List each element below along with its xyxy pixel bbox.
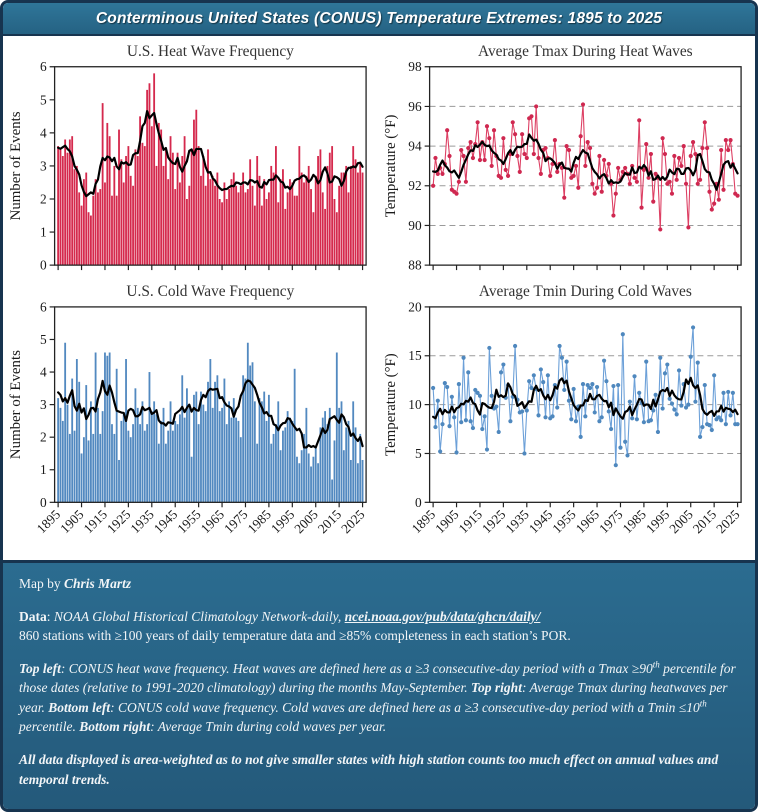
heat-wave-frequency-plot bbox=[7, 38, 376, 278]
caption-text: All data displayed is area-weighted as to not give smaller states with high station counts too much effect on annual values and temporal trends. bbox=[19, 751, 719, 787]
caption-text: percentile for those dates (relative to 1991-2020 climatology) during the months May-September. bbox=[19, 660, 736, 696]
svg-text:Average Tmin During Cold Waves: Average Tmin During Cold Waves bbox=[478, 283, 692, 300]
figure-title-bar bbox=[3, 3, 755, 36]
avg-tmin-plot bbox=[382, 278, 751, 560]
svg-text:6: 6 bbox=[39, 59, 47, 75]
svg-text:1955: 1955 bbox=[549, 506, 579, 537]
svg-text:2: 2 bbox=[39, 429, 47, 445]
chart-cold-wave-frequency bbox=[7, 278, 376, 560]
svg-text:0: 0 bbox=[39, 257, 47, 273]
svg-text:94: 94 bbox=[408, 138, 422, 154]
svg-text:U.S. Cold Wave Frequency: U.S. Cold Wave Frequency bbox=[126, 283, 295, 300]
caption-text: : bbox=[60, 660, 69, 676]
caption-paragraph bbox=[19, 750, 739, 789]
caption-text: Average Tmax during heatwaves per year. bbox=[19, 680, 728, 715]
caption-text: th bbox=[652, 659, 660, 670]
svg-text:Temperature (°F): Temperature (°F) bbox=[382, 114, 399, 218]
figure-title: Conterminous United States (CONUS) Temperature Extremes: 1895 to 2025 bbox=[95, 9, 663, 27]
svg-text:0: 0 bbox=[414, 494, 422, 510]
svg-text:Number of Events: Number of Events bbox=[7, 111, 24, 221]
svg-text:Temperature (°F): Temperature (°F) bbox=[382, 353, 399, 456]
chart-heat-wave-frequency bbox=[7, 38, 376, 278]
svg-text:92: 92 bbox=[408, 178, 422, 194]
chart-avg-tmin-cold-waves bbox=[382, 278, 751, 560]
svg-text:4: 4 bbox=[39, 364, 47, 380]
svg-text:1905: 1905 bbox=[432, 506, 462, 537]
svg-text:1985: 1985 bbox=[619, 506, 649, 537]
svg-text:2015: 2015 bbox=[689, 506, 720, 537]
svg-text:1: 1 bbox=[39, 224, 47, 240]
cold-wave-frequency-plot bbox=[7, 278, 376, 560]
caption-text: Top left bbox=[19, 660, 61, 676]
svg-text:1925: 1925 bbox=[103, 506, 134, 537]
svg-text:U.S. Heat Wave Frequency: U.S. Heat Wave Frequency bbox=[126, 42, 294, 60]
svg-text:1945: 1945 bbox=[525, 506, 556, 537]
caption-text: th bbox=[699, 698, 707, 709]
svg-text:98: 98 bbox=[408, 59, 422, 75]
caption-text: Data bbox=[19, 608, 47, 624]
caption-text: Chris Martz bbox=[64, 576, 132, 591]
caption-text: 860 stations with ≥100 years of daily temperature data and ≥85% completeness in each station’s POR. bbox=[19, 628, 571, 644]
caption-text: Map by bbox=[19, 576, 64, 591]
svg-text:96: 96 bbox=[408, 98, 422, 114]
svg-text:20: 20 bbox=[408, 299, 422, 315]
svg-text:5: 5 bbox=[414, 445, 422, 461]
svg-text:1935: 1935 bbox=[502, 506, 532, 537]
svg-text:1975: 1975 bbox=[596, 506, 626, 537]
svg-text:Number of Events: Number of Events bbox=[7, 350, 24, 460]
caption-text: percentile. bbox=[19, 719, 80, 735]
caption-paragraph bbox=[19, 607, 739, 646]
svg-text:5: 5 bbox=[39, 92, 47, 108]
svg-text:2: 2 bbox=[39, 191, 47, 207]
caption-paragraph bbox=[19, 659, 739, 737]
svg-text:1905: 1905 bbox=[57, 506, 87, 537]
svg-text:10: 10 bbox=[408, 397, 422, 413]
svg-text:2025: 2025 bbox=[713, 506, 743, 537]
svg-text:1985: 1985 bbox=[244, 506, 274, 537]
svg-text:2005: 2005 bbox=[666, 506, 696, 537]
caption-panel bbox=[3, 560, 755, 811]
svg-text:2015: 2015 bbox=[314, 506, 345, 537]
svg-text:90: 90 bbox=[408, 217, 422, 233]
svg-text:3: 3 bbox=[39, 397, 47, 413]
svg-text:1945: 1945 bbox=[150, 506, 181, 537]
svg-text:1975: 1975 bbox=[221, 506, 251, 537]
svg-text:1965: 1965 bbox=[197, 506, 228, 537]
svg-text:2025: 2025 bbox=[338, 506, 368, 537]
svg-text:1965: 1965 bbox=[572, 506, 603, 537]
caption-text: NOAA Global Historical Climatology Network-daily, bbox=[53, 608, 345, 624]
svg-text:1955: 1955 bbox=[174, 506, 204, 537]
caption-text: Average Tmin during cold waves per year. bbox=[157, 719, 387, 735]
avg-tmax-plot bbox=[382, 38, 751, 278]
caption-text: CONUS cold wave frequency. Cold waves are defined here as a ≥3 consecutive-day period with a Tmin ≤10 bbox=[118, 699, 700, 715]
svg-text:4: 4 bbox=[39, 125, 47, 141]
svg-text:2005: 2005 bbox=[291, 506, 321, 537]
caption-text: Top right bbox=[471, 680, 522, 696]
svg-text:1915: 1915 bbox=[80, 506, 111, 537]
chart-avg-tmax-heat-waves bbox=[382, 38, 751, 278]
caption-text: : bbox=[521, 680, 530, 696]
svg-text:1925: 1925 bbox=[478, 506, 509, 537]
caption-text: CONUS heat wave frequency. Heat waves are defined here as a ≥3 consecutive-day period with a Tmax ≥90 bbox=[68, 660, 653, 676]
svg-text:1915: 1915 bbox=[455, 506, 486, 537]
svg-text:1995: 1995 bbox=[267, 506, 298, 537]
caption-paragraph bbox=[19, 574, 739, 594]
svg-text:1895: 1895 bbox=[408, 506, 439, 537]
svg-text:1: 1 bbox=[39, 462, 47, 478]
svg-text:1895: 1895 bbox=[33, 506, 64, 537]
caption-text: : bbox=[46, 608, 54, 624]
svg-text:88: 88 bbox=[408, 257, 422, 273]
svg-text:1995: 1995 bbox=[642, 506, 673, 537]
svg-text:15: 15 bbox=[408, 348, 422, 364]
caption-text: : bbox=[150, 719, 158, 735]
svg-text:3: 3 bbox=[39, 158, 47, 174]
svg-text:5: 5 bbox=[39, 331, 47, 347]
caption-text: Bottom right bbox=[79, 719, 151, 735]
caption-text: : bbox=[110, 699, 118, 715]
svg-text:6: 6 bbox=[39, 299, 47, 315]
svg-text:Average Tmax During Heat Waves: Average Tmax During Heat Waves bbox=[478, 42, 693, 60]
charts-grid bbox=[3, 36, 755, 560]
svg-text:0: 0 bbox=[39, 494, 47, 510]
svg-text:1935: 1935 bbox=[127, 506, 157, 537]
ghcn-link[interactable]: ncei.noaa.gov/pub/data/ghcn/daily/ bbox=[344, 608, 541, 624]
caption-text: Bottom left bbox=[48, 699, 111, 715]
